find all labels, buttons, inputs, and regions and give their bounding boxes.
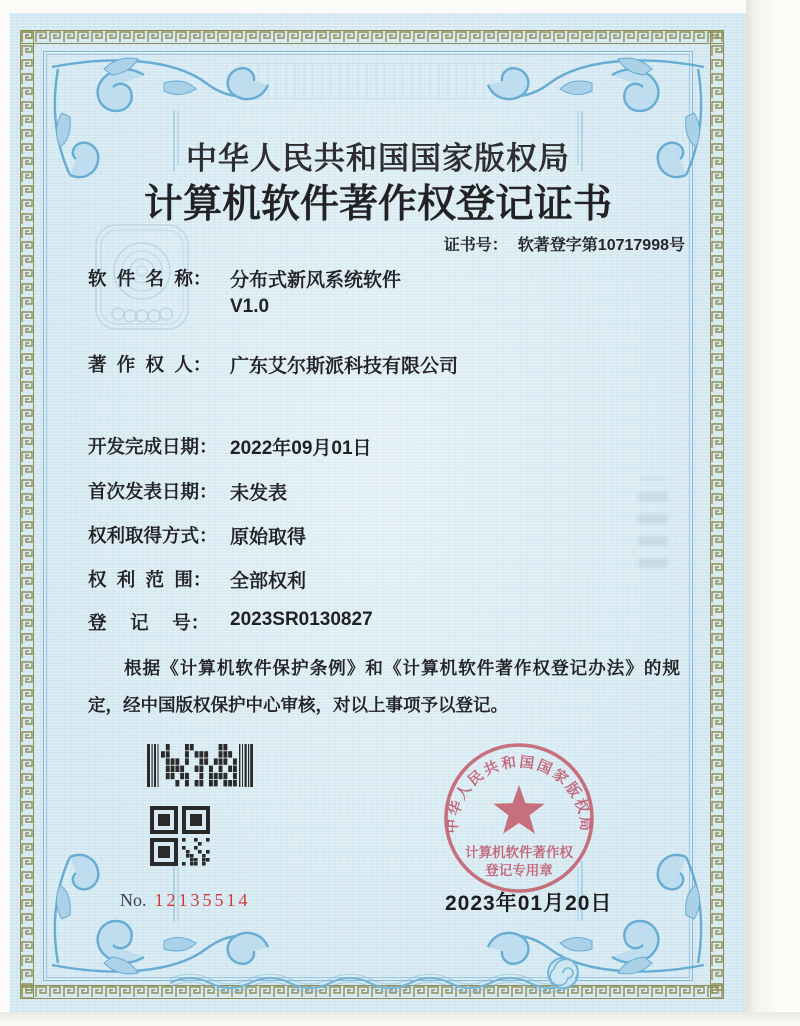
serial-number-line: [120, 890, 251, 911]
field-value: V1.0: [230, 296, 270, 317]
stamp-ring-text: 中华人民共和国国家版权局: [444, 754, 594, 834]
serial-number: 12135514: [154, 890, 251, 910]
field-label: 著 作 权 人：: [88, 354, 212, 375]
border-greekkey-top: [20, 30, 724, 44]
barcode: [147, 744, 253, 787]
registration-statement: 根据《计算机软件保护条例》和《计算机软件著作权登记办法》的规定，经中国版权保护中心审核，对以上事项予以登记。: [88, 658, 680, 715]
stamp-text-line1: 计算机软件著作权: [465, 845, 573, 860]
stamp-text-line2: 登记专用章: [485, 863, 553, 878]
qr-code: [150, 806, 210, 866]
certificate-title: 计算机软件著作权登记证书: [143, 183, 612, 226]
certificate-page: [10, 13, 746, 1013]
field-label: 软 件 名 称：: [88, 268, 212, 289]
field-value: 分布式新风系统软件: [230, 270, 402, 291]
stamp-star-icon: [493, 785, 544, 834]
serial-prefix: No.: [120, 890, 147, 910]
scan-margin-bottom: [0, 1012, 800, 1026]
issue-date: 2023年01月20日: [445, 892, 613, 915]
field-value: 广东艾尔斯派科技有限公司: [230, 356, 459, 377]
scan-margin-right: [746, 0, 800, 1026]
certificate-number-line: [444, 232, 685, 255]
top-guilloche-band: [240, 63, 520, 99]
field-label: 权利取得方式：: [88, 525, 218, 546]
field-value: 原始取得: [230, 527, 307, 548]
side-watermark: [638, 478, 668, 568]
certificate-number-label: 证书号：: [443, 237, 508, 254]
field-value: 2022年09月01日: [230, 438, 372, 459]
issuing-authority-title: 中华人民共和国国家版权局: [186, 141, 570, 176]
field-label: 首次发表日期：: [88, 481, 218, 502]
certificate-number-value: 软著登字第10717998号: [517, 237, 685, 254]
field-label: 权 利 范 围：: [88, 569, 212, 590]
field-value: 未发表: [230, 483, 288, 504]
field-value: 全部权利: [230, 571, 307, 592]
field-label: 开发完成日期：: [88, 436, 218, 457]
registration-stamp: [441, 740, 597, 896]
field-label: 登 记 号：: [88, 612, 210, 633]
bottom-wave-band: [170, 957, 590, 997]
spiral-rosette-icon: [548, 958, 578, 988]
field-value: 2023SR0130827: [230, 609, 373, 630]
